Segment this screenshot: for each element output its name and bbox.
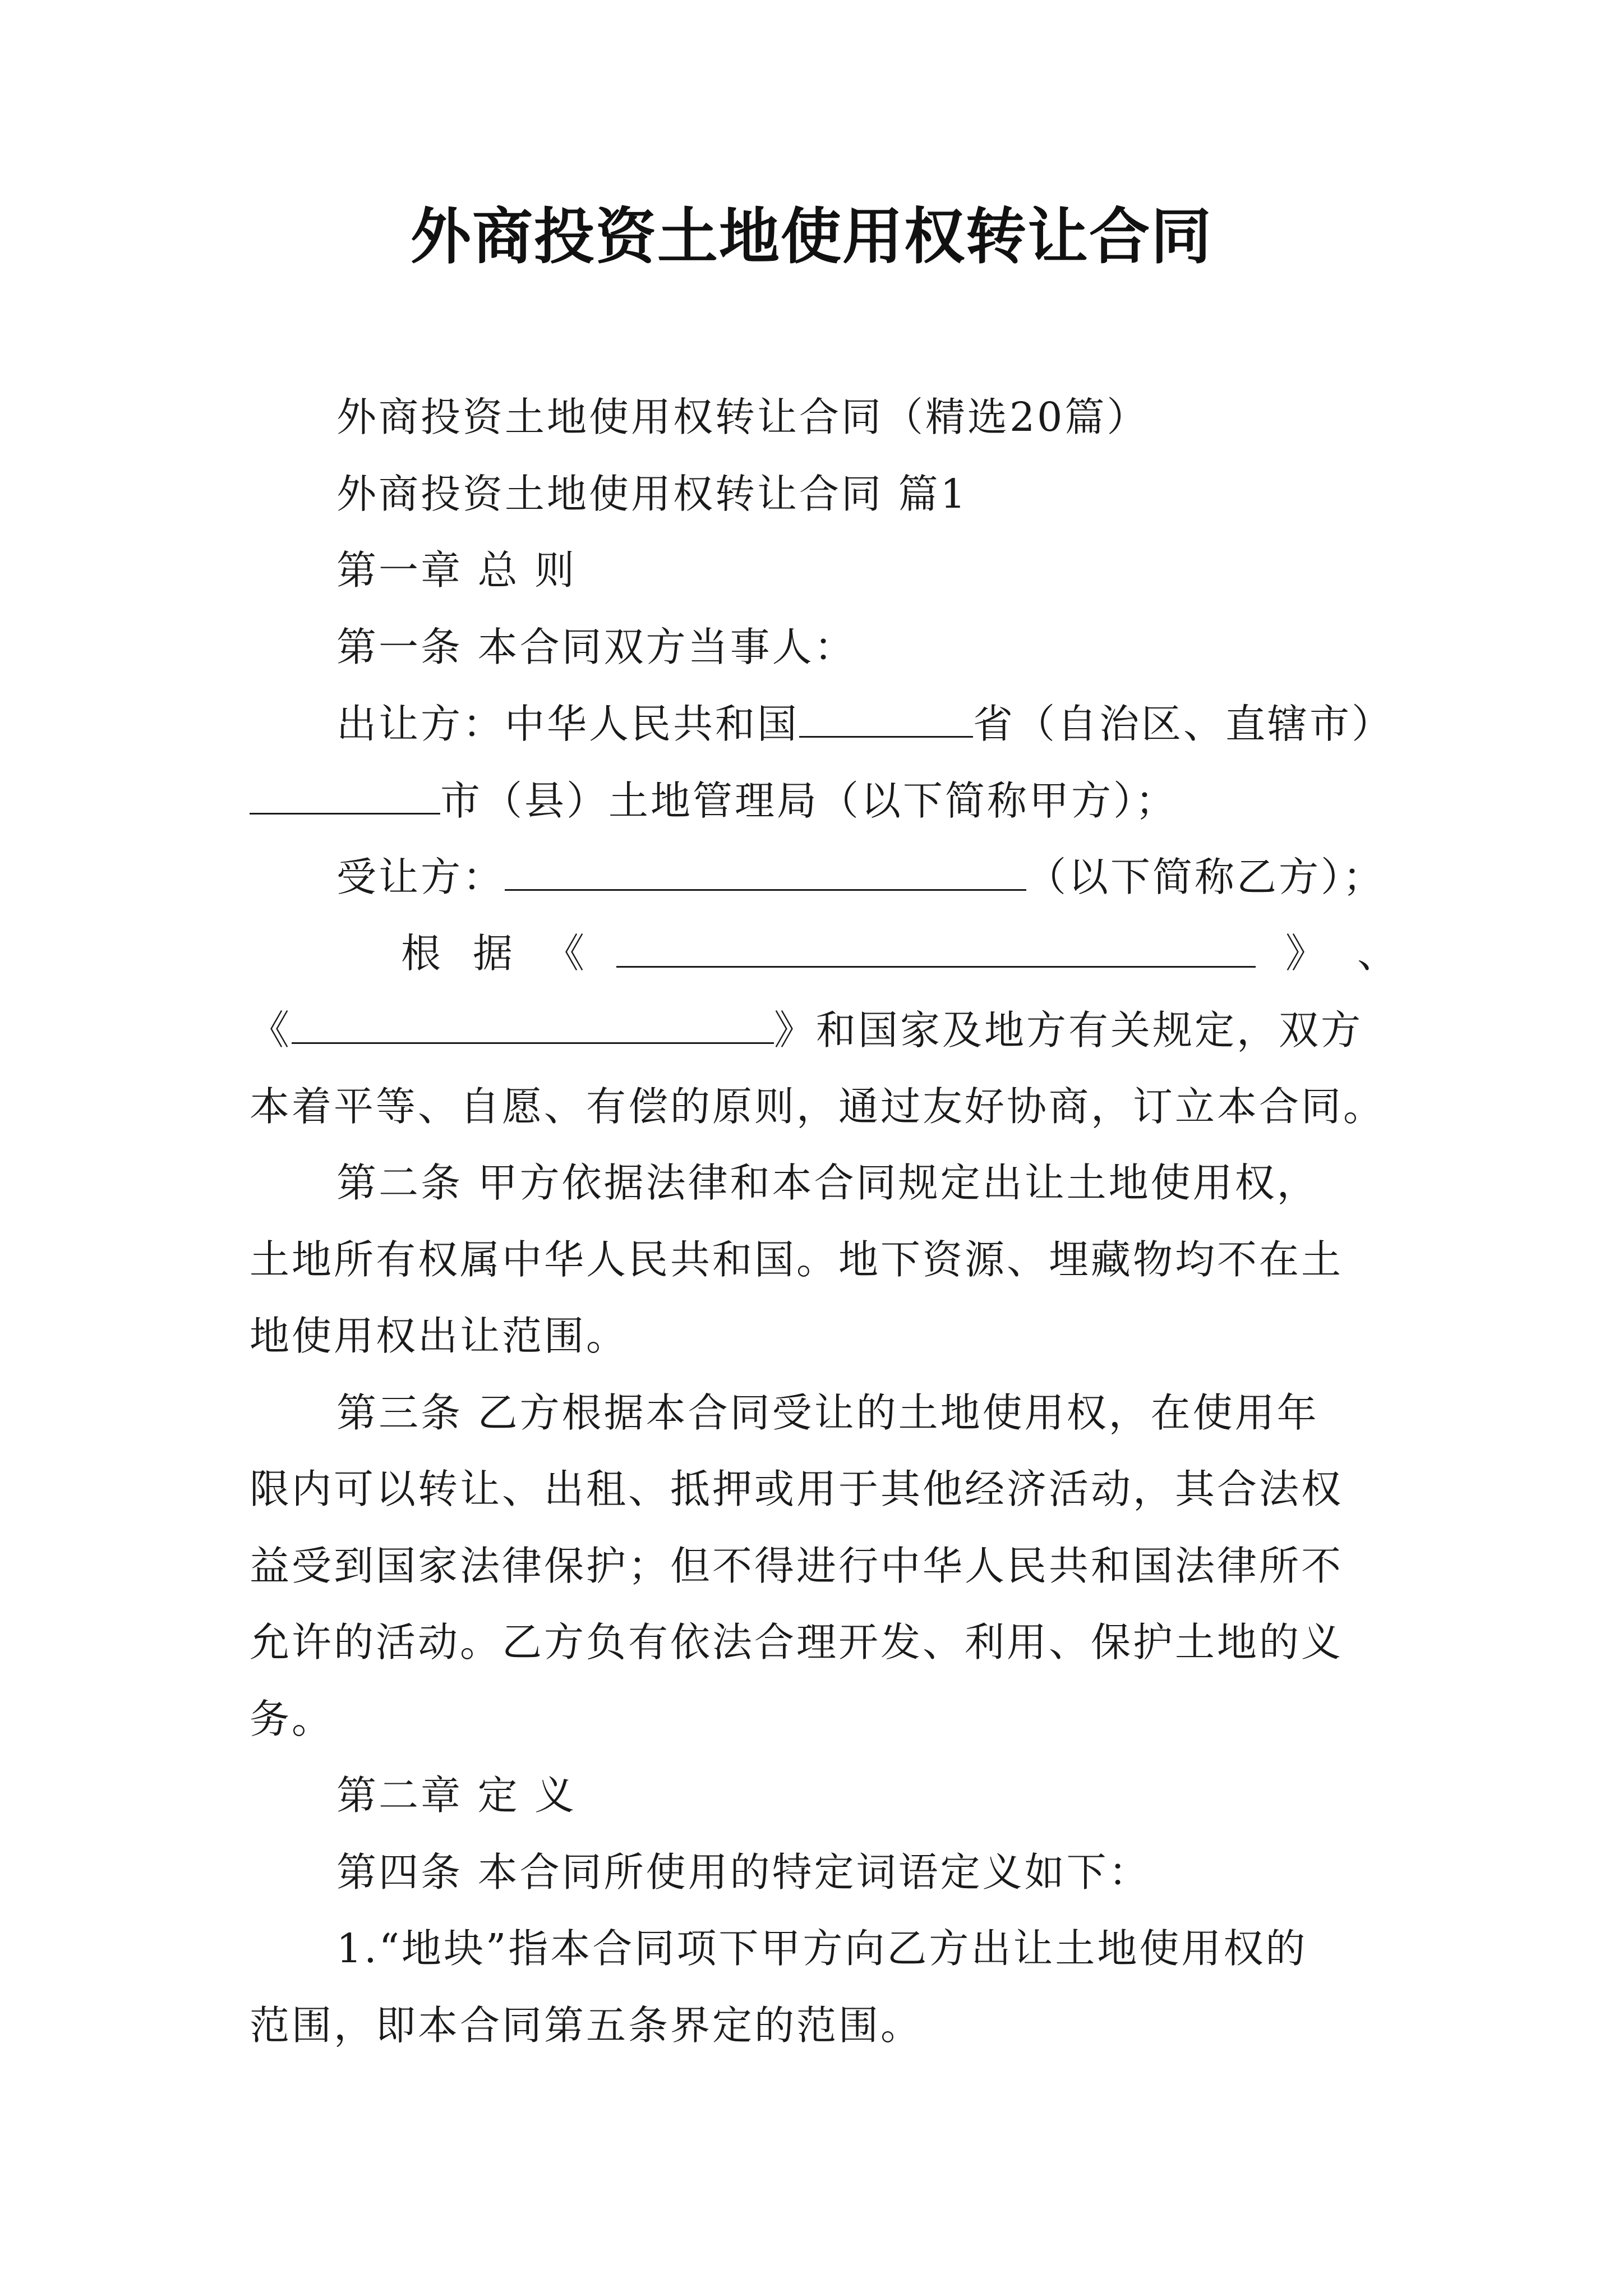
text-line xyxy=(336,696,1486,752)
text-segment: 》 xyxy=(1285,930,1327,977)
text-line: 务。 xyxy=(250,1696,334,1742)
text-line: 地使用权出让范围。 xyxy=(250,1313,629,1359)
text-line: 外商投资土地使用权转让合同 篇1 xyxy=(336,471,968,517)
text-segment: 据 xyxy=(473,930,515,977)
text-segment: 、 xyxy=(1357,930,1399,977)
text-line: 范围，即本合同第五条界定的范围。 xyxy=(250,2002,923,2049)
text-segment: 出让方：中华人民共和国 xyxy=(336,701,800,747)
text-line xyxy=(250,772,1399,829)
blank-field[interactable] xyxy=(292,1002,774,1044)
text-segment: 》和国家及地方有关规定，双方 xyxy=(774,1007,1363,1053)
text-line: 外商投资土地使用权转让合同（精选20篇） xyxy=(336,394,1149,440)
article-heading: 第二条 甲方依据法律和本合同规定出让土地使用权， xyxy=(336,1159,1319,1206)
text-line: 允许的活动。乙方负有依法合理开发、利用、保护土地的义 xyxy=(250,1619,1344,1665)
text-line xyxy=(336,849,1486,905)
text-line xyxy=(250,1002,1399,1059)
text-segment: 市（县）土地管理局（以下简称甲方）； xyxy=(440,777,1178,824)
text-line: 土地所有权属中华人民共和国。地下资源、埋藏物均不在土 xyxy=(250,1236,1344,1283)
text-line xyxy=(401,926,1399,982)
chapter-heading: 第二章 定 义 xyxy=(336,1772,577,1819)
text-segment: 《 xyxy=(250,1007,292,1053)
text-line: 1.“地块”指本合同项下甲方向乙方出让土地使用权的 xyxy=(336,1925,1308,1972)
text-segment: 《 xyxy=(545,930,587,977)
blank-field[interactable] xyxy=(616,926,1256,968)
blank-field[interactable] xyxy=(250,772,440,815)
text-line: 益受到国家法律保护；但不得进行中华人民共和国法律所不 xyxy=(250,1543,1344,1589)
blank-field[interactable] xyxy=(799,696,973,738)
chapter-heading: 第一章 总 则 xyxy=(336,547,577,593)
text-segment: 根 xyxy=(401,930,444,977)
text-segment: （以下简称乙方）； xyxy=(1026,854,1385,900)
text-line: 本着平等、自愿、有偿的原则，通过友好协商，订立本合同。 xyxy=(250,1083,1386,1130)
article-heading: 第一条 本合同双方当事人： xyxy=(336,624,856,670)
blank-field[interactable] xyxy=(505,849,1026,891)
document-title: 外商投资土地使用权转让合同 xyxy=(410,201,1212,272)
article-heading: 第四条 本合同所使用的特定词语定义如下： xyxy=(336,1849,1151,1895)
text-segment: 省（自治区、直辖市） xyxy=(973,701,1394,747)
article-heading: 第三条 乙方根据本合同受让的土地使用权，在使用年 xyxy=(336,1389,1319,1436)
text-line: 限内可以转让、出租、抵押或用于其他经济活动，其合法权 xyxy=(250,1466,1344,1512)
text-segment: 受让方： xyxy=(336,854,505,900)
